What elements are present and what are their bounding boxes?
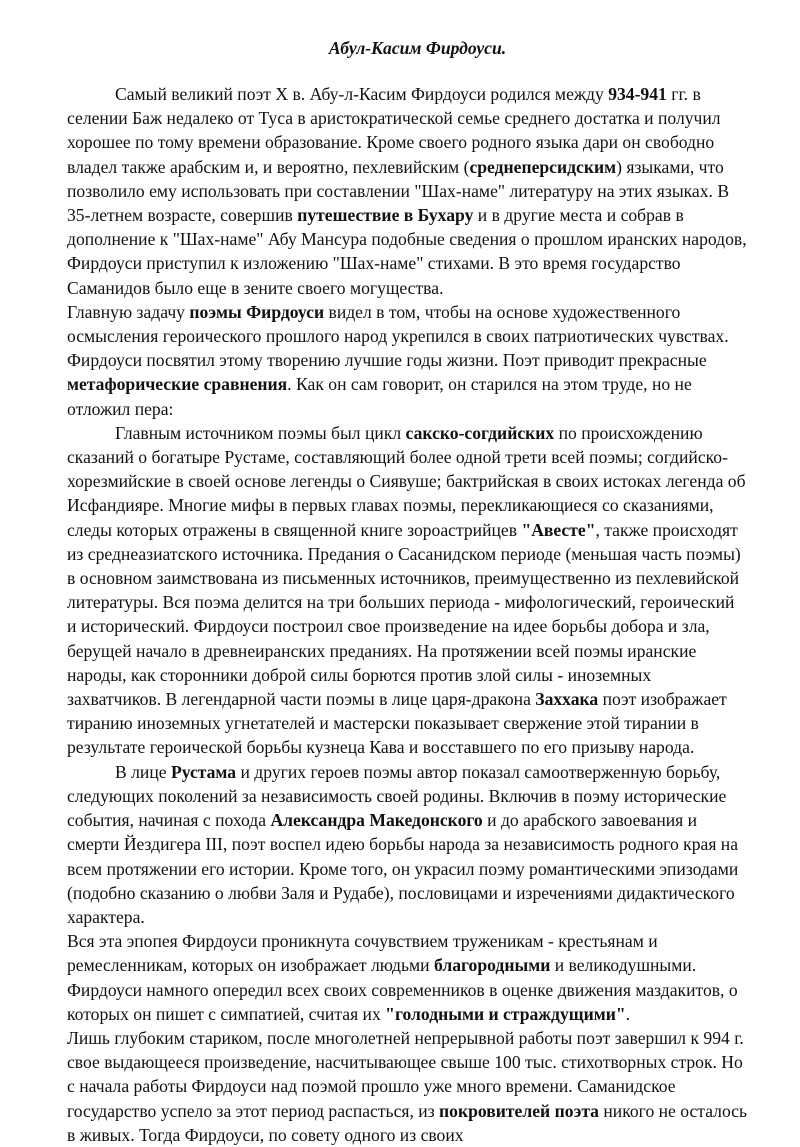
- text-run: и великодушными. Фирдоуси намного опередил всех своих современников в оценке движения маздакитов, о которых он пишет с симпатией, считая их: [67, 955, 738, 1024]
- text-run: и других героев поэмы автор показал самоотверженную борьбу, следующих поколений за независимость своей родины. Включив в поэму исторические события, начиная с похода: [67, 761, 727, 831]
- bold-phrase: благородными: [433, 955, 551, 976]
- paragraph: [67, 929, 748, 1026]
- text-run: Лишь глубоким стариком, после многолетней непрерывной работы поэт завершил к 994 г. свое выдающееся произведение, насчитывающее свыше 100 тыс. стихотворных строк. Но с начала работы Фирдоуси над поэмой прошло уже много времени. Саманидское государство успело за этот период распасться, из: [67, 1027, 744, 1121]
- text-run: Главную задачу: [67, 301, 190, 322]
- paragraph: [67, 421, 748, 760]
- bold-phrase: Александра Македонского: [270, 810, 483, 831]
- bold-phrase: "Авесте": [521, 519, 596, 540]
- text-run: , также происходят из среднеазиатского источника. Предания о Сасанидском периоде (меньшая часть поэмы) в основном заимствована из письменных источников, преимущественно из пехлевийской литературы. Вся поэма делится на три больших периода - мифологический, героический и исторический. Фирдоуси построил свое произведение на идее борьбы добора и зла, берущей начало в древнеиранских преданиях. На протяжении всей поэмы иранские народы, как сторонники доброй силы борются против злой силы - иноземных захватчиков. В легендарной части поэмы в лице царя-дракона: [67, 519, 741, 710]
- text-run: видел в том, чтобы на основе художественного осмысления героического прошлого народ укрепился в своих патриотических чувствах. Фирдоуси посвятил этому творению лучшие годы жизни. Поэт приводит прекрасные: [67, 301, 729, 371]
- bold-phrase: Рустама: [170, 761, 237, 782]
- bold-phrase: среднеперсидским: [469, 156, 617, 177]
- paragraph: [67, 760, 748, 929]
- text-run: и до арабского завоевания и смерти Йездигера III, поэт воспел идею борьбы народа за независимость родного края на всем протяжении его истории. Кроме того, он украсил поэму романтическими эпизодами (подобно сказанию о любви Заля и Рудабе), пословицами и изречениями дидактического характера.: [67, 810, 739, 927]
- text-run: поэт изображает тиранию иноземных угнетателей и мастерски показывает свержение этой тирании в результате героической борьбы кузнеца Кава и восставшего по его призыву народа.: [67, 689, 727, 758]
- text-run: . Как он сам говорит, он старился на этом труде, но не отложил пера:: [67, 374, 692, 419]
- bold-phrase: Заххака: [535, 689, 599, 710]
- bold-phrase: покровителей поэта: [439, 1100, 599, 1121]
- document-title: Абул-Касим Фирдоуси.: [328, 38, 507, 58]
- text-run: Главным источником поэмы был цикл: [115, 422, 406, 443]
- text-run: Самый великий поэт Х в. Абу-л-Касим Фирдоуси родился между: [115, 84, 609, 104]
- text-run: В лице: [115, 761, 171, 782]
- text-run: .: [625, 1003, 631, 1024]
- paragraph: [67, 82, 748, 300]
- bold-phrase: сакско-согдийских: [405, 422, 555, 443]
- bold-phrase: метафорические сравнения: [67, 374, 288, 395]
- bold-phrase: путешествие в Бухару: [297, 205, 474, 226]
- text-run: ) языками, что позволило ему использовать при составлении "Шах-наме" литературу на этих языках. В 35-летнем возрасте, совершив: [67, 156, 730, 226]
- paragraph: [67, 1026, 748, 1147]
- text-run: и в другие места и собрав в дополнение к "Шах-наме" Абу Мансура подобные сведения о прошлом иранских народов, Фирдоуси приступил к изложению "Шах-наме" стихами. В это время государство Саманидов было еще в зените своего могущества.: [67, 205, 747, 298]
- paragraph: [67, 300, 748, 421]
- text-run: никого не осталось в живых. Тогда Фирдоуси, по совету одного из своих: [67, 1100, 748, 1145]
- text-run: по происхождению сказаний о богатыре Рустаме, составляющий более одной трети всей поэмы; согдийско-хорезмийские в своей основе легенды о Сиявуше; бактрийская в своих истоках легенда об Исфандияре. Многие мифы в первых главах поэмы, перекликающиеся со сказаниями, следы которых отражены в священной книге зороастрийцев: [67, 422, 746, 540]
- text-run: гг. в селении Баж недалеко от Туса в аристократической семье среднего достатка и получил хорошее по тому времени образование. Кроме своего родного языка дари он свободно владел также арабским и, и вероятно, пехлевийским (: [67, 84, 721, 177]
- text-run: Вся эта эпопея Фирдоуси проникнута сочувствием труженикам - крестьянам и ремесленникам, которых он изображает людьми: [67, 931, 658, 976]
- bold-phrase: 934-941: [608, 84, 667, 104]
- document-body: [67, 82, 748, 1147]
- bold-phrase: "голодными и страждущими": [385, 1003, 626, 1024]
- bold-phrase: поэмы Фирдоуси: [189, 301, 325, 322]
